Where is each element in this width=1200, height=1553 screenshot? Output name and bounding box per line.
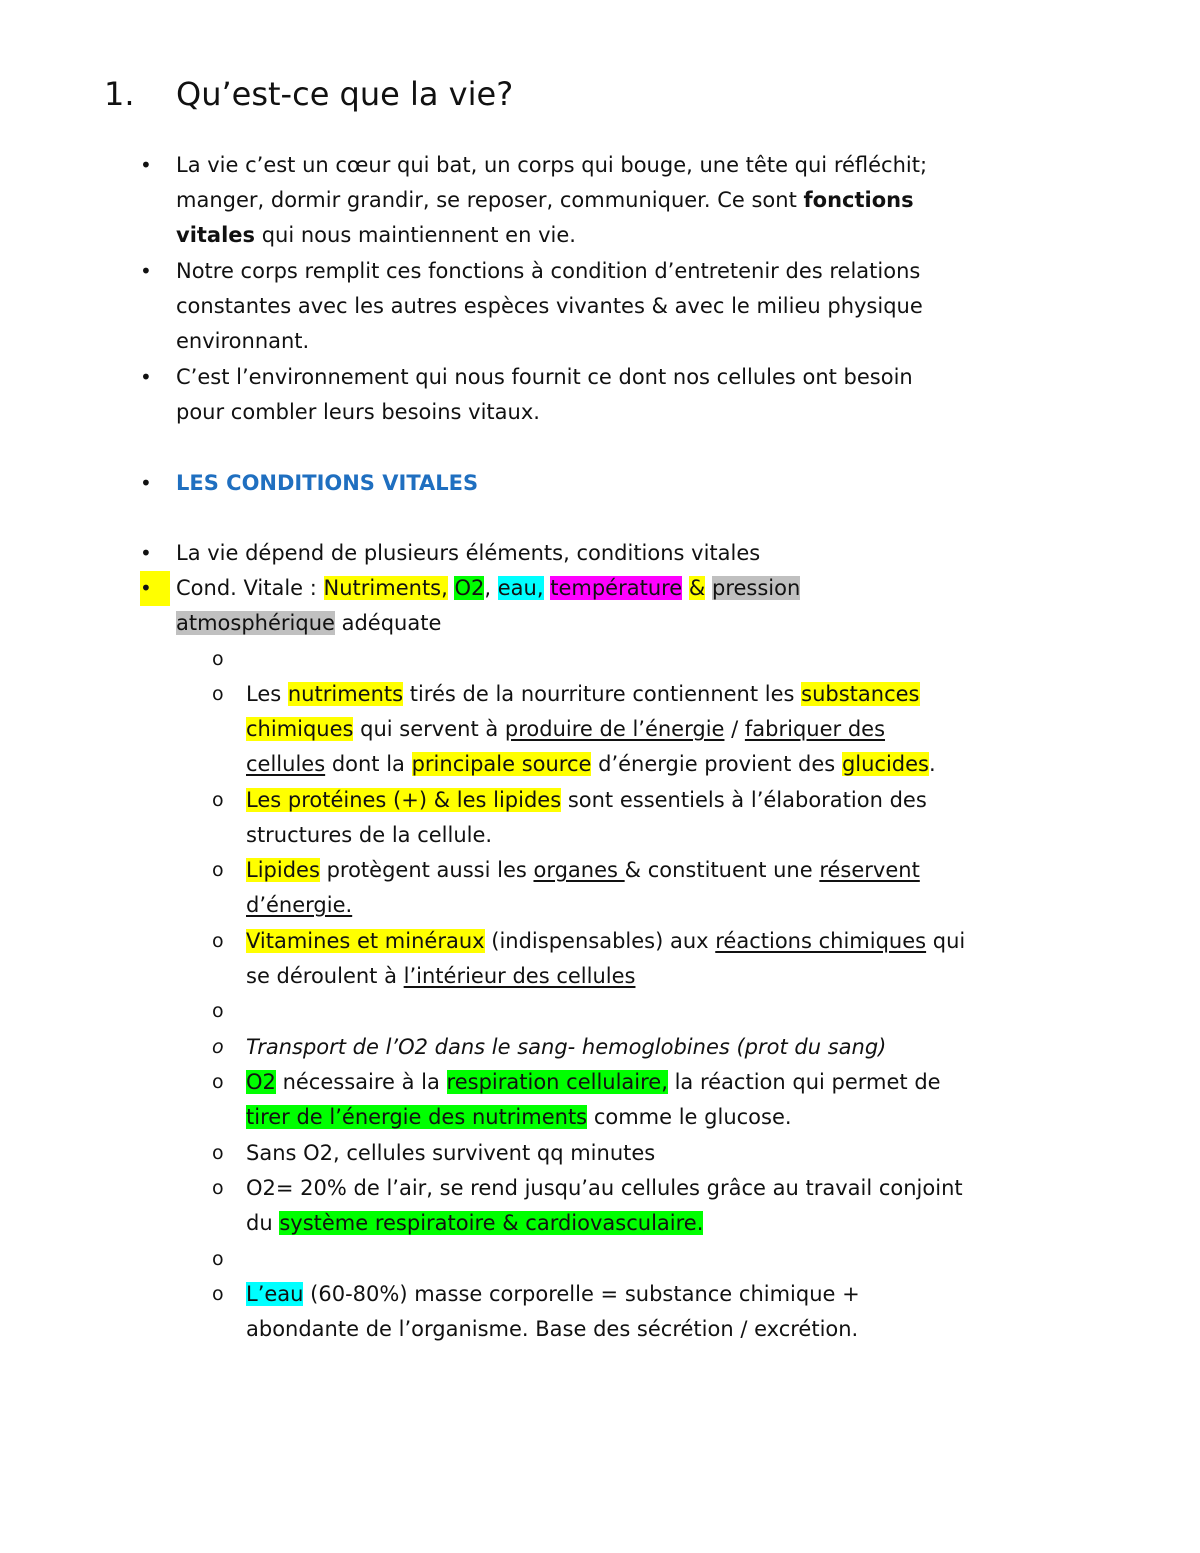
sub-bullet-empty: o bbox=[212, 1248, 224, 1270]
title-number: 1. bbox=[104, 75, 135, 113]
vitamines-line-2: se déroulent à l’intérieur des cellules bbox=[246, 964, 636, 988]
sub-bullet-circle: o bbox=[212, 1142, 224, 1164]
conditions-bullet-1: La vie dépend de plusieurs éléments, conditions vitales bbox=[176, 541, 761, 565]
highlight-ampersand: & bbox=[688, 576, 706, 600]
bullet-dot: • bbox=[140, 471, 152, 495]
sub-bullet-circle: o bbox=[212, 1071, 224, 1093]
intro-bullet-2-line-2: constantes avec les autres espèces vivantes & avec le milieu physique bbox=[176, 294, 923, 318]
sub-bullet-empty: o bbox=[212, 648, 224, 670]
o2-air-line-1: O2= 20% de l’air, se rend jusqu’au cellules grâce au travail conjoint bbox=[246, 1176, 963, 1200]
intro-bullet-1-line-3: vitales qui nous maintiennent en vie. bbox=[176, 223, 576, 247]
lipides-line-2: d’énergie. bbox=[246, 893, 353, 917]
bullet-dot-highlighted: • bbox=[140, 571, 170, 606]
highlight-temperature: température bbox=[550, 576, 683, 600]
transport-o2-line: Transport de l’O2 dans le sang- hemoglobines (prot du sang) bbox=[246, 1035, 887, 1059]
sub-bullet-circle: o bbox=[212, 1177, 224, 1199]
bullet-dot: • bbox=[140, 259, 152, 283]
intro-bullet-2-line-1: Notre corps remplit ces fonctions à condition d’entretenir des relations bbox=[176, 259, 921, 283]
intro-bullet-2-line-3: environnant. bbox=[176, 329, 310, 353]
highlight-o2: O2 bbox=[454, 576, 485, 600]
sub-bullet-circle: o bbox=[212, 930, 224, 952]
intro-bullet-1-line-2: manger, dormir grandir, se reposer, communiquer. Ce sont fonctions bbox=[176, 188, 914, 212]
sub-bullet-empty: o bbox=[212, 1000, 224, 1022]
sub-bullet-circle: o bbox=[212, 1036, 224, 1058]
nutriments-line-1: Les nutriments tirés de la nourriture contiennent les substances bbox=[246, 682, 920, 706]
nutriments-line-2: chimiques qui servent à produire de l’énergie / fabriquer des bbox=[246, 717, 886, 741]
sans-o2-line: Sans O2, cellules survivent qq minutes bbox=[246, 1141, 656, 1165]
bold-term: fonctions bbox=[803, 188, 914, 212]
page-title bbox=[104, 72, 513, 116]
intro-bullet-3-line-2: pour combler leurs besoins vitaux. bbox=[176, 400, 540, 424]
eau-line-2: abondante de l’organisme. Base des sécrétion / excrétion. bbox=[246, 1317, 859, 1341]
highlight-eau: eau, bbox=[497, 576, 544, 600]
intro-bullet-3-line-1: C’est l’environnement qui nous fournit ce dont nos cellules ont besoin bbox=[176, 365, 913, 389]
o2-line-2: tirer de l’énergie des nutriments comme le glucose. bbox=[246, 1105, 792, 1129]
bullet-dot: • bbox=[140, 365, 152, 389]
bullet-dot: • bbox=[140, 541, 152, 565]
proteines-line-2: structures de la cellule. bbox=[246, 823, 493, 847]
o2-line-1: O2 nécessaire à la respiration cellulaire, la réaction qui permet de bbox=[246, 1070, 941, 1094]
bullet-dot: • bbox=[140, 153, 152, 177]
bold-term: vitales bbox=[176, 223, 256, 247]
nutriments-line-3: cellules dont la principale source d’énergie provient des glucides. bbox=[246, 752, 936, 776]
sub-bullet-circle: o bbox=[212, 859, 224, 881]
proteines-line-1: Les protéines (+) & les lipides sont essentiels à l’élaboration des bbox=[246, 788, 927, 812]
sub-bullet-circle: o bbox=[212, 1283, 224, 1305]
highlight-pression: pression bbox=[711, 576, 801, 600]
vitamines-line-1: Vitamines et minéraux (indispensables) aux réactions chimiques qui bbox=[246, 929, 966, 953]
highlight-atmospherique: atmosphérique bbox=[176, 611, 335, 635]
eau-line-1: L’eau (60-80%) masse corporelle = substance chimique + bbox=[246, 1282, 860, 1306]
sub-bullet-circle: o bbox=[212, 789, 224, 811]
sub-bullet-circle: o bbox=[212, 683, 224, 705]
lipides-line-1: Lipides protègent aussi les organes & constituent une réservent bbox=[246, 858, 920, 882]
intro-bullet-1-line-1: La vie c’est un cœur qui bat, un corps qui bouge, une tête qui réfléchit; bbox=[176, 153, 928, 177]
section-heading: LES CONDITIONS VITALES bbox=[176, 471, 479, 495]
conditions-bullet-2-line-1: Cond. Vitale : Nutriments, O2, eau, température & pression bbox=[176, 576, 801, 600]
title-text: Qu’est-ce que la vie? bbox=[176, 75, 514, 113]
o2-air-line-2: du système respiratoire & cardiovasculaire. bbox=[246, 1211, 704, 1235]
highlight-nutriments: Nutriments, bbox=[323, 576, 448, 600]
conditions-bullet-2-line-2: atmosphérique adéquate bbox=[176, 611, 442, 635]
